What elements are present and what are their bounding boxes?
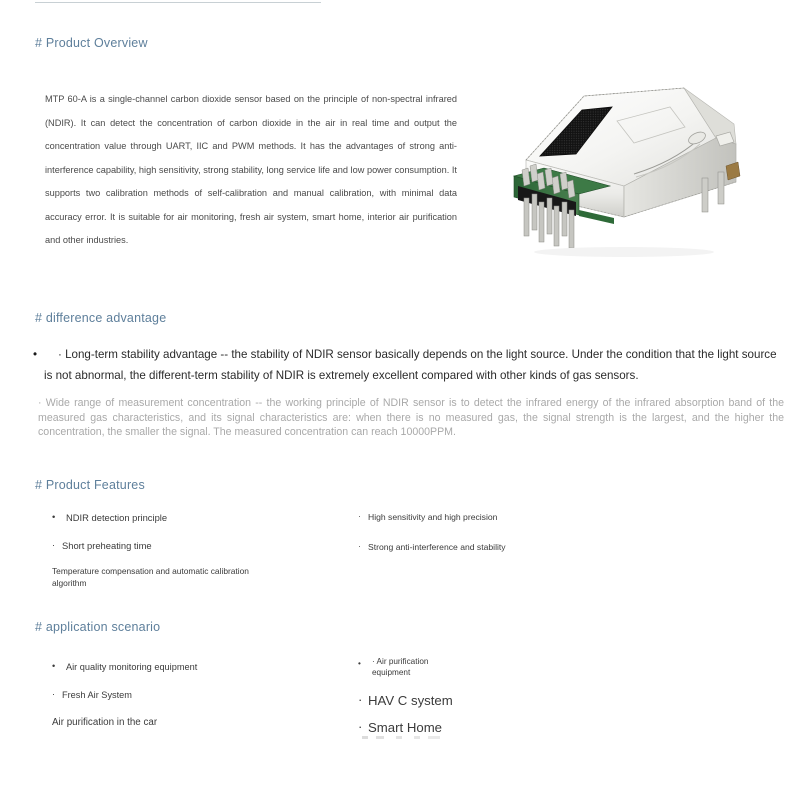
bullet-dot-icon: •: [33, 348, 38, 361]
feature-item-label: Strong anti-interference and stability: [368, 542, 506, 552]
top-divider-rule: [35, 2, 321, 3]
bullet-middot-icon: ·: [358, 718, 363, 734]
scenario-item-label: Fresh Air System: [62, 690, 132, 700]
scenario-item-label: Smart Home: [368, 719, 443, 735]
scenario-item: [358, 693, 658, 708]
scenario-left-column: [52, 662, 352, 728]
scenario-item: [52, 690, 352, 700]
scenario-item: [52, 662, 352, 672]
feature-item: [52, 566, 260, 589]
bullet-dot-icon: •: [52, 661, 56, 671]
advantage-primary-text: · Long-term stability advantage -- the stability of NDIR sensor basically depends on the light source. Under the condition that the light source is not abnormal, the different-term stability of NDIR is extremely excellent compared with other kinds of gas sensors.: [44, 348, 777, 382]
features-left-column: [52, 512, 352, 589]
features-right-column: [358, 512, 658, 552]
bullet-middot-icon: ·: [52, 539, 56, 550]
advantage-secondary-text: · Wide range of measurement concentration -- the working principle of NDIR sensor is to detect the infrared energy of the infrared absorption band of the measured gas characteristics, and its signal characteristics are: when there is no measured gas, the signal strength is the largest, and the higher the concentration, the smaller the signal. The measured concentration can reach 10000PPM.: [38, 397, 784, 439]
feature-item-label: Temperature compensation and automatic calibration algorithm: [52, 566, 249, 588]
product-image: [484, 82, 770, 268]
scenario-item-label: Air quality monitoring equipment: [66, 662, 198, 672]
section-heading-product-overview: # Product Overview: [35, 36, 148, 50]
feature-item: [358, 512, 658, 522]
advantage-primary-item: [33, 345, 784, 386]
scenario-item-label: · Air purification equipment: [372, 657, 429, 677]
scenario-right-column: [358, 657, 658, 735]
section-heading-difference-advantage: # difference advantage: [35, 311, 167, 325]
feature-item: [52, 512, 352, 523]
section-heading-product-features: # Product Features: [35, 478, 145, 492]
scenario-item-label: Air purification in the car: [52, 717, 158, 728]
feature-item: [358, 542, 658, 552]
feature-item-label: High sensitivity and high precision: [368, 512, 498, 522]
feature-item-label: NDIR detection principle: [66, 512, 168, 523]
clipped-text-remnant: [362, 736, 440, 739]
bullet-dot-icon: •: [52, 511, 56, 522]
section-heading-application-scenario: # application scenario: [35, 620, 161, 634]
bullet-middot-icon: ·: [358, 691, 363, 707]
scenario-item-label: HAV C system: [368, 692, 453, 708]
feature-item: [52, 540, 352, 551]
bullet-middot-icon: ·: [52, 689, 56, 699]
scenario-item: [358, 657, 468, 679]
bullet-middot-icon: ·: [358, 541, 361, 551]
scenario-item: [358, 720, 658, 735]
feature-item-label: Short preheating time: [62, 540, 152, 551]
bullet-dot-icon: •: [358, 659, 361, 668]
bullet-middot-icon: ·: [358, 511, 361, 521]
scenario-item: [52, 717, 352, 728]
product-overview-paragraph: MTP 60-A is a single-channel carbon dioxide sensor based on the principle of non-spectral infrared (NDIR). It can detect the concentration of carbon dioxide in the air in real time and output the concentration value through UART, IIC and PWM methods. It has the advantages of strong anti-interference capability, high sensitivity, strong stability, long service life and low power consumption. It supports two calibration methods of self-calibration and manual calibration, with minimal data accuracy error. It is suitable for air monitoring, fresh air system, smart home, interior air purification and other industries.: [45, 94, 457, 245]
